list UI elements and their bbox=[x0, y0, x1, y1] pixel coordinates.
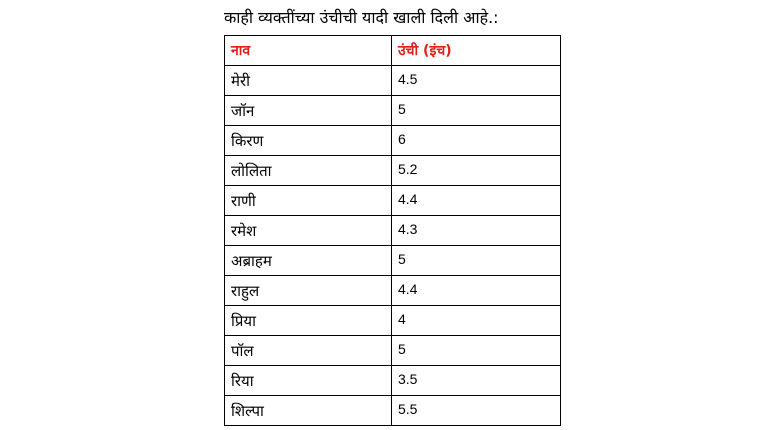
height-cell: 5.5 bbox=[392, 396, 561, 426]
table-row bbox=[225, 396, 561, 426]
name-cell: लोलिता bbox=[225, 156, 392, 186]
height-cell: 4.4 bbox=[392, 276, 561, 306]
table-row bbox=[225, 156, 561, 186]
height-cell: 5 bbox=[392, 336, 561, 366]
table-row bbox=[225, 306, 561, 336]
name-cell: जॉन bbox=[225, 96, 392, 126]
table-row bbox=[225, 246, 561, 276]
name-cell: प्रिया bbox=[225, 306, 392, 336]
column-header-height: उंची (इंच) bbox=[392, 36, 561, 66]
table-row bbox=[225, 96, 561, 126]
name-cell: रमेश bbox=[225, 216, 392, 246]
name-cell: राहुल bbox=[225, 276, 392, 306]
name-cell: अब्राहम bbox=[225, 246, 392, 276]
height-cell: 4.5 bbox=[392, 66, 561, 96]
table-row bbox=[225, 126, 561, 156]
height-cell: 6 bbox=[392, 126, 561, 156]
table-row bbox=[225, 66, 561, 96]
height-cell: 5 bbox=[392, 246, 561, 276]
table-row bbox=[225, 276, 561, 306]
height-cell: 4 bbox=[392, 306, 561, 336]
height-cell: 4.4 bbox=[392, 186, 561, 216]
table-row bbox=[225, 216, 561, 246]
name-cell: शिल्पा bbox=[225, 396, 392, 426]
height-cell: 3.5 bbox=[392, 366, 561, 396]
table-row bbox=[225, 186, 561, 216]
name-cell: रिया bbox=[225, 366, 392, 396]
name-cell: मेरी bbox=[225, 66, 392, 96]
heights-table bbox=[224, 35, 561, 426]
header-row bbox=[225, 36, 561, 66]
name-cell: पॉल bbox=[225, 336, 392, 366]
height-cell: 4.3 bbox=[392, 216, 561, 246]
table-row bbox=[225, 366, 561, 396]
column-header-name: नाव bbox=[225, 36, 392, 66]
name-cell: राणी bbox=[225, 186, 392, 216]
intro-text: काही व्यक्तींच्या उंचीची यादी खाली दिली आहे.: bbox=[224, 8, 499, 27]
height-cell: 5 bbox=[392, 96, 561, 126]
table-row bbox=[225, 336, 561, 366]
name-cell: किरण bbox=[225, 126, 392, 156]
height-cell: 5.2 bbox=[392, 156, 561, 186]
